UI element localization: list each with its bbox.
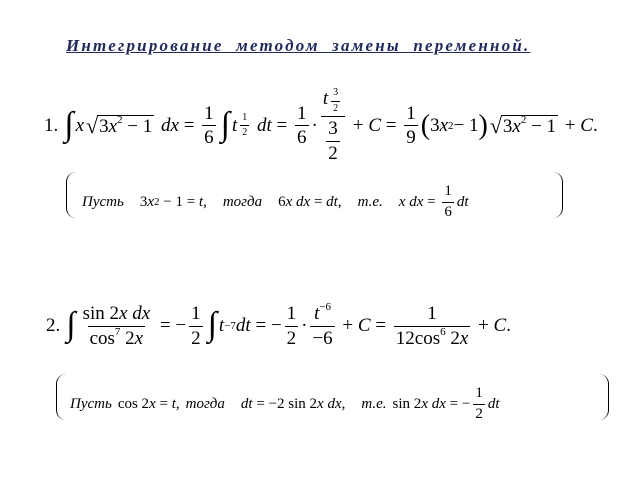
note-1-left-paren	[66, 172, 77, 218]
note-2-let: Пусть	[70, 395, 112, 412]
note-1-ie: т.е.	[357, 193, 383, 210]
note-1-let: Пусть	[82, 193, 124, 210]
note-2-right-paren	[598, 374, 609, 420]
example-1-number: 1.	[44, 114, 59, 136]
example-1-formula: 1. ∫ x √ $3x^2 - 1$ dx = $\frac{1}{6}$ ∫ t $\frac{1}{2}$ dt = $\frac{1}{6}$ · t $^{\frac{3}{2}}$ $\frac{3}{2}$ + C = $\frac{1}{9}$ ( 3 x 2 − 1 ) √ $3x^2 - 1$ + C .	[44, 87, 598, 164]
note-2-then: тогда	[185, 395, 225, 412]
example-1-note: Пусть 3 x 2 − 1 = t , тогда 6 x dx = dt , т.е. x dx = $\frac{1}{6}$ dt	[82, 183, 469, 220]
page-title: Интегрирование методом замены переменной.	[66, 36, 531, 55]
note-2-left-paren	[56, 374, 67, 420]
example-2-formula: 2. ∫ $\frac{\text{sin 2x dx}}{\cos^7 2x}$ = − $\frac{1}{2}$ ∫ t −7 dt = − $\frac{1}{2}$ · $\frac{t^{-6}}{-6}$ + C = $\frac{1}{12\cos^6 2x}$ + C .	[46, 301, 511, 349]
note-1-then: тогда	[222, 193, 263, 210]
example-2-note: Пусть cos 2 x = t , тогда dt = −2 sin 2 x dx , т.е. sin 2 x dx = − $\frac{1}{2}$ dt	[70, 385, 500, 422]
example-2-number: 2.	[46, 315, 61, 337]
note-2-ie: т.е.	[361, 395, 387, 412]
note-1-right-paren	[552, 172, 563, 218]
